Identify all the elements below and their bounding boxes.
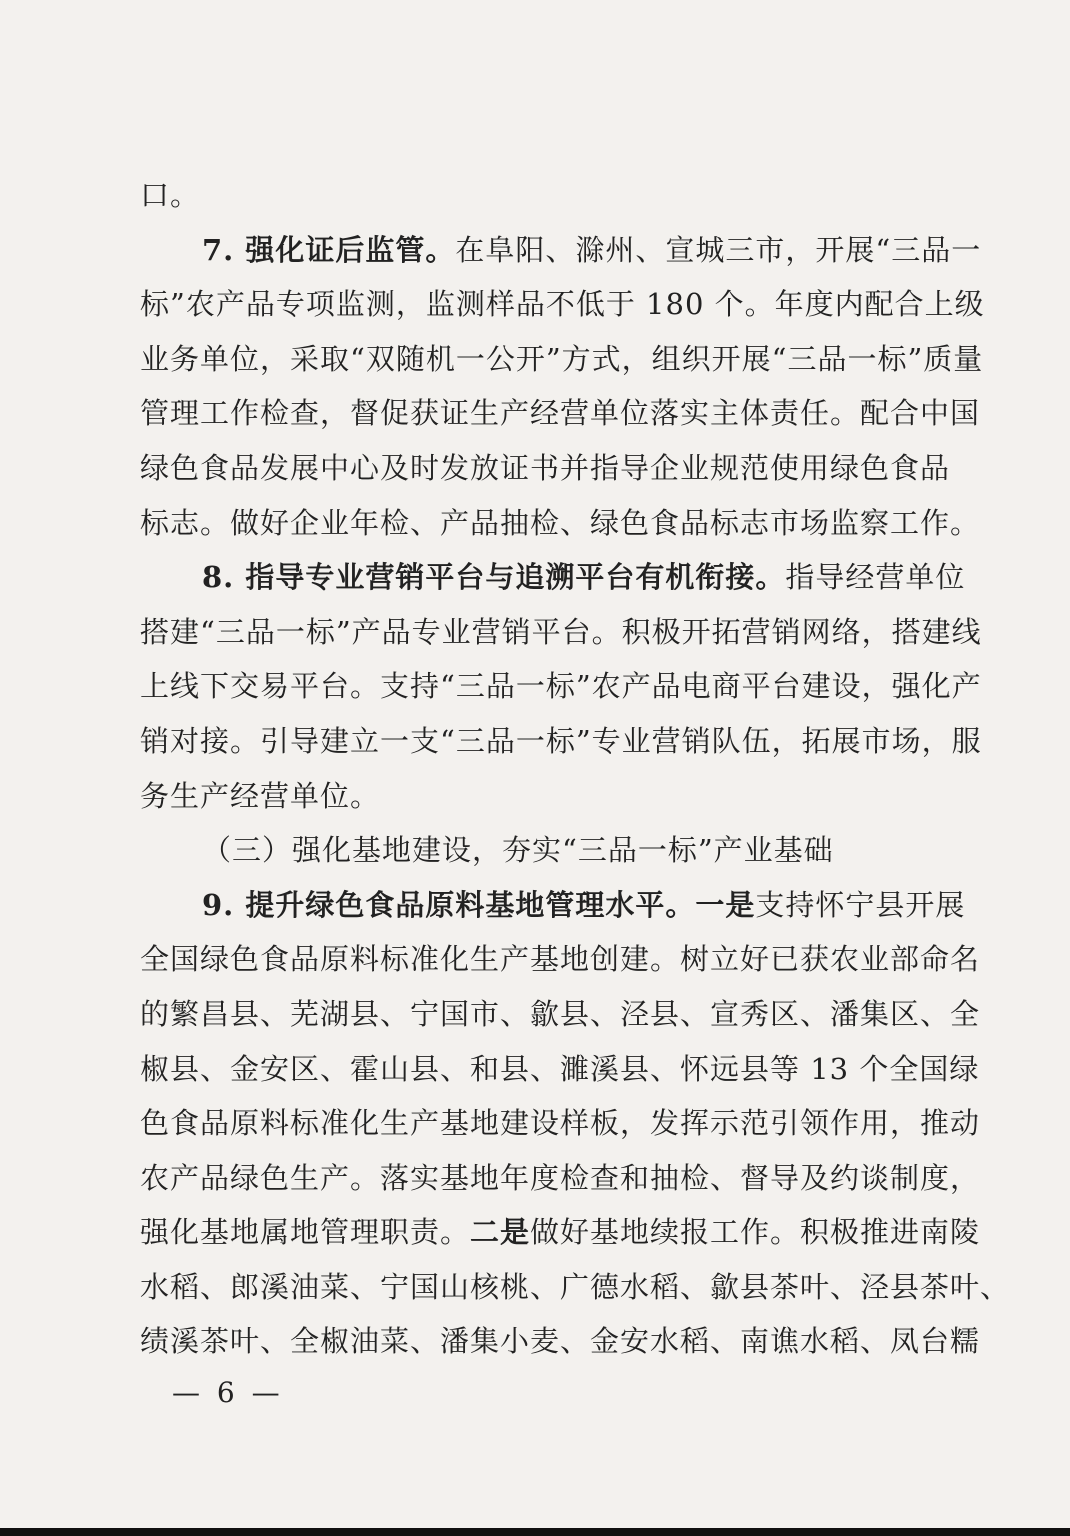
text-line: 标”农产品专项监测，监测样品不低于 180 个。年度内配合上级: [140, 287, 985, 322]
item-7-heading-line: 7. 强化证后监管。在阜阳、滁州、宣城三市，开展“三品一: [202, 232, 982, 267]
text-line: 搭建“三品一标”产品专业营销平台。积极开拓营销网络，搭建线: [140, 614, 982, 649]
section-3-heading: （三）强化基地建设，夯实“三品一标”产业基础: [202, 833, 834, 868]
text-line: 农产品绿色生产。落实基地年度检查和抽检、督导及约谈制度，: [140, 1160, 981, 1195]
text-line: 绩溪茶叶、全椒油菜、潘集小麦、金安水稻、南谯水稻、凤台糯: [140, 1324, 981, 1359]
text-line: 上线下交易平台。支持“三品一标”农产品电商平台建设，强化产: [140, 669, 982, 704]
screen-bottom-bar: [0, 1528, 1070, 1536]
text-line: 业务单位，采取“双随机一公开”方式，组织开展“三品一标”质量: [140, 341, 984, 376]
text-line: 色食品原料标准化生产基地建设样板，发挥示范引领作用，推动: [140, 1106, 981, 1141]
document-body: [140, 168, 1011, 1369]
text-line: 全国绿色食品原料标准化生产基地创建。树立好已获农业部命名: [140, 942, 981, 977]
item-9-heading-line: 9. 提升绿色食品原料基地管理水平。一是支持怀宁县开展: [202, 887, 966, 922]
text-line: 销对接。引导建立一支“三品一标”专业营销队伍，拓展市场，服: [140, 723, 982, 758]
text-line: 水稻、郎溪油菜、宁国山核桃、广德水稻、歙县茶叶、泾县茶叶、: [140, 1269, 1011, 1304]
text-line: 管理工作检查，督促获证生产经营单位落实主体责任。配合中国: [140, 396, 981, 431]
item-7-title: 7. 强化证后监管。: [202, 232, 456, 267]
text-line: 的繁昌县、芜湖县、宁国市、歙县、泾县、宣秀区、潘集区、全: [140, 996, 981, 1031]
page-number: — 6 —: [172, 1376, 284, 1409]
item-9-title: 9. 提升绿色食品原料基地管理水平。一是: [202, 887, 756, 922]
text-line: 椒县、金安区、霍山县、和县、濉溪县、怀远县等 13 个全国绿: [140, 1051, 980, 1086]
text-line: 务生产经营单位。: [140, 778, 381, 813]
text-line: 强化基地属地管理职责。二是做好基地续报工作。积极推进南陵: [140, 1215, 981, 1250]
item-8-title: 8. 指导专业营销平台与追溯平台有机衔接。: [202, 560, 786, 595]
text-line: 绿色食品发展中心及时发放证书并指导企业规范使用绿色食品: [140, 450, 951, 485]
text-line: 口。: [140, 178, 201, 212]
text-line: 标志。做好企业年检、产品抽检、绿色食品标志市场监察工作。: [140, 505, 981, 540]
emphasis-er-shi: 二是: [470, 1215, 531, 1250]
item-8-heading-line: 8. 指导专业营销平台与追溯平台有机衔接。指导经营单位: [202, 560, 966, 595]
